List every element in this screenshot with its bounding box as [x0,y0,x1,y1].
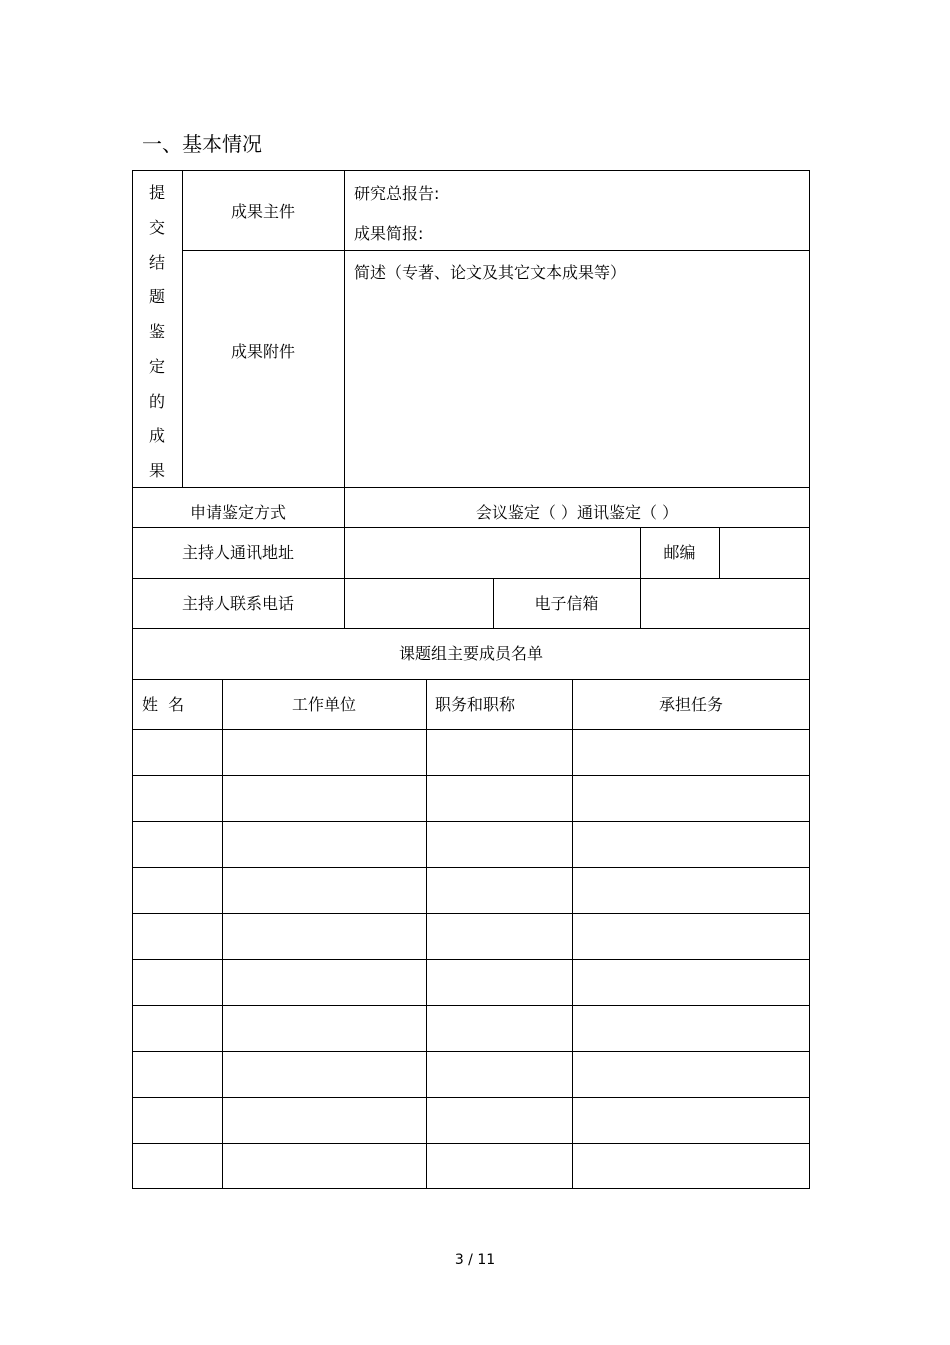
attachment-description-field[interactable]: 简述（专著、论文及其它文本成果等） [354,263,627,282]
header-task: 承担任务 [658,695,723,714]
submitted-results-label [133,172,181,487]
row-divider [132,913,810,914]
vertical-char: 定 [148,356,165,376]
col-divider [719,527,720,578]
row-divider [132,628,810,629]
vertical-char: 果 [148,461,165,480]
member-list-title: 课题组主要成员名单 [398,644,543,663]
col-divider [426,679,427,1189]
research-report-field[interactable]: 研究总报告: [354,184,440,203]
row-divider [132,775,810,776]
vertical-char: 提 [148,183,165,202]
row-divider [132,1051,810,1052]
row-divider [132,1143,810,1144]
postcode-label: 邮编 [663,543,696,562]
appraisal-method-options[interactable]: 会议鉴定（ ）通讯鉴定（ ） [475,503,679,522]
attachment-label: 成果附件 [230,342,295,361]
row-divider [132,729,810,730]
vertical-char: 鉴 [148,322,165,341]
row-divider [132,867,810,868]
vertical-char: 成 [148,426,165,446]
appraisal-method-label: 申请鉴定方式 [189,503,286,522]
row-divider [182,250,810,251]
email-label: 电子信箱 [534,594,599,613]
host-address-label: 主持人通讯地址 [181,543,294,562]
row-divider [132,821,810,822]
vertical-char: 交 [148,217,165,237]
host-phone-label: 主持人联系电话 [181,594,294,613]
header-work-unit: 工作单位 [291,695,356,714]
col-divider [222,679,223,1189]
row-divider [132,578,810,579]
result-brief-field[interactable]: 成果简报: [354,224,424,243]
section-heading: 一、基本情况 [142,132,262,156]
row-divider [132,527,810,528]
main-result-label: 成果主件 [230,202,295,221]
header-position-title: 职务和职称 [435,695,516,714]
row-divider [132,1005,810,1006]
col-divider [344,170,345,628]
vertical-char: 结 [148,252,165,272]
row-divider [132,679,810,680]
header-name: 姓 名 [142,695,185,714]
page-number: 3 / 11 [454,1252,496,1268]
row-divider [132,487,810,488]
vertical-char: 的 [148,391,165,411]
col-divider [572,679,573,1189]
row-divider [132,959,810,960]
row-divider [132,1097,810,1098]
vertical-char: 题 [148,287,165,307]
